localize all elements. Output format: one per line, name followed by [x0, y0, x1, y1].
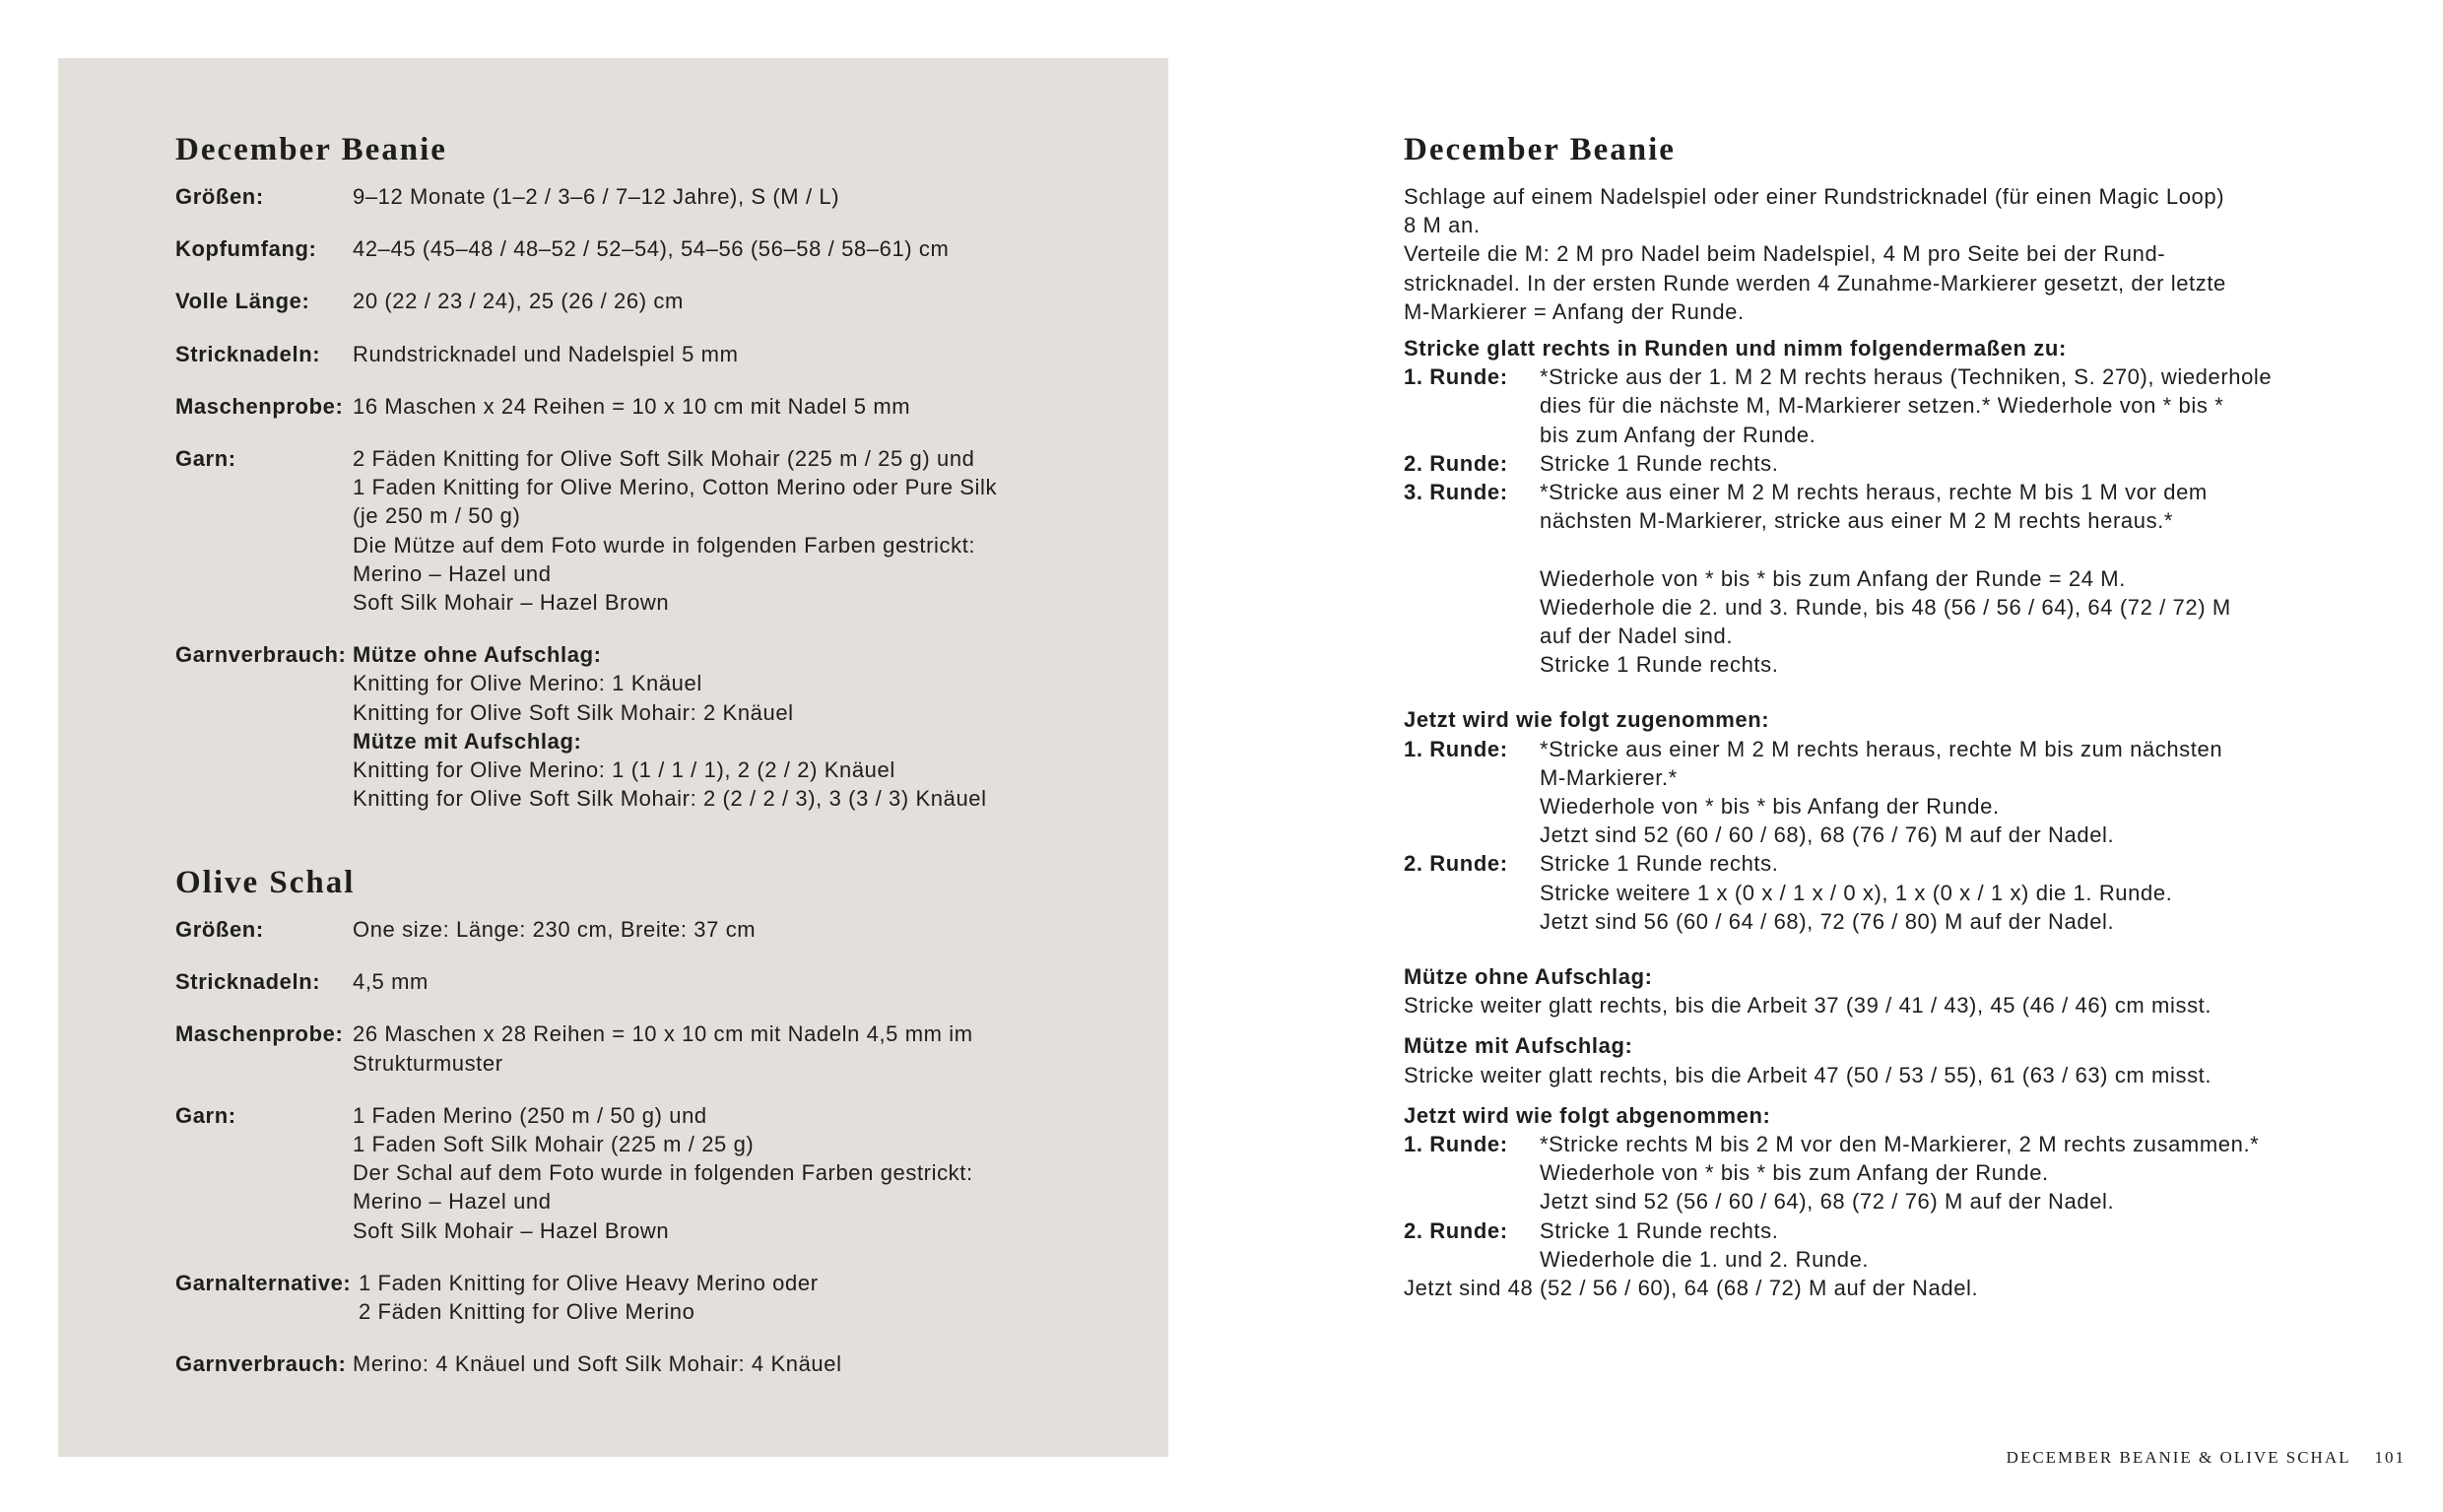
scarf-row-yarn-alternative: Garnalternative: 1 Faden Knitting for Olive Heavy Merino oder 2 Fäden Knitting for Olive Merino: [175, 1270, 819, 1325]
step-round-1: 1. Runde: *Stricke aus der 1. M 2 M rechts heraus (Techniken, S. 270), wiederhole dies für die nächste M, M-Markierer setzen.* Wiederhole von * bis * bis zum Anfang der Runde.: [1404, 364, 2273, 447]
pattern-title: December Beanie: [1404, 132, 1676, 167]
spec-row-yarn: Garn: 2 Fäden Knitting for Olive Soft Silk Mohair (225 m / 25 g) und 1 Faden Knitting for Olive Merino, Cotton Merino oder Pure Silk (je 250 m / 50 g) Die Mütze auf dem Foto wurde in folgenden Farben gestrickt: Merino – Hazel und Soft Silk Mohair – Hazel Brown: [175, 446, 998, 616]
running-title: DECEMBER BEANIE & OLIVE SCHAL: [2006, 1448, 2351, 1467]
spec-row-head-circumference: Kopfumfang: 42–45 (45–48 / 48–52 / 52–54), 54–56 (56–58 / 58–61) cm: [175, 236, 950, 262]
beanie-specs: [175, 182, 1121, 813]
page-number: 101: [2374, 1448, 2406, 1467]
spec-row-gauge: Maschenprobe: 16 Maschen x 24 Reihen = 10 x 10 cm mit Nadel 5 mm: [175, 393, 911, 419]
step-round-3: 3. Runde: *Stricke aus einer M 2 M rechts heraus, rechte M bis 1 M vor dem nächsten M-Markierer, stricke aus einer M 2 M rechts heraus.* Wiederhole von * bis * bis zum Anfang der Runde = 24 M. Wiederhole die 2. und 3. Runde, bis 48 (56 / 56 / 64), 64 (72 / 72) M auf der Nadel sind. Stricke 1 Runde rechts.: [1404, 480, 2231, 678]
scarf-specs: [175, 915, 1121, 1378]
step-round-2: 2. Runde: Stricke 1 Runde rechts. Stricke weitere 1 x (0 x / 1 x / 0 x), 1 x (0 x / 1 x) die 1. Runde. Jetzt sind 56 (60 / 64 / 68), 72 (76 / 80) M auf der Nadel.: [1404, 851, 2173, 934]
section-heading: Jetzt wird wie folgt abgenommen:: [1404, 1102, 1771, 1128]
section-with-brim: Mütze mit Aufschlag: Stricke weiter glatt rechts, bis die Arbeit 47 (50 / 53 / 55), 61 (63 / 63) cm misst.: [1404, 1031, 2310, 1088]
intro-paragraph: Schlage auf einem Nadelspiel oder einer Rundstricknadel (für einen Magic Loop) 8 M an. Verteile die M: 2 M pro Nadel beim Nadelspiel, 4 M pro Seite bei der Rund- stricknadel. In der ersten Runde werden 4 Zunahme-Markierer gesetzt, der letzte M-Markierer = Anfang der Runde.: [1404, 184, 2226, 324]
spec-row-length: Volle Länge: 20 (22 / 23 / 24), 25 (26 / 26) cm: [175, 289, 684, 314]
scarf-row-gauge: Maschenprobe: 26 Maschen x 28 Reihen = 10 x 10 cm mit Nadeln 4,5 mm im Strukturmuster: [175, 1021, 973, 1076]
scarf-row-yarn: Garn: 1 Faden Merino (250 m / 50 g) und 1 Faden Soft Silk Mohair (225 m / 25 g) Der Schal auf dem Foto wurde in folgenden Farben gestrickt: Merino – Hazel und Soft Silk Mohair – Hazel Brown: [175, 1102, 973, 1243]
step-round-2: 2. Runde: Stricke 1 Runde rechts.: [1404, 450, 1779, 476]
spec-row-sizes: Größen: 9–12 Monate (1–2 / 3–6 / 7–12 Jahre), S (M / L): [175, 184, 840, 209]
spec-row-needles: Stricknadeln: Rundstricknadel und Nadelspiel 5 mm: [175, 341, 739, 366]
section-no-brim: Mütze ohne Aufschlag: Stricke weiter glatt rechts, bis die Arbeit 37 (39 / 41 / 43), 45 (46 / 46) cm misst.: [1404, 962, 2310, 1019]
step-round-1: 1. Runde: *Stricke rechts M bis 2 M vor den M-Markierer, 2 M rechts zusammen.* Wiederhole von * bis * bis zum Anfang der Runde. Jetzt sind 52 (56 / 60 / 64), 68 (72 / 76) M auf der Nadel.: [1404, 1132, 2260, 1215]
step-round-2: 2. Runde: Stricke 1 Runde rechts. Wiederhole die 1. und 2. Runde.: [1404, 1217, 1870, 1272]
scarf-row-yarn-usage: Garnverbrauch: Merino: 4 Knäuel und Soft Silk Mohair: 4 Knäuel: [175, 1351, 842, 1377]
section-heading: Mütze ohne Aufschlag:: [1404, 964, 1653, 990]
page-footer: [2007, 1448, 2406, 1468]
section-heading: Stricke glatt rechts in Runden und nimm folgendermaßen zu:: [1404, 336, 2067, 362]
final-stitch-count: Jetzt sind 48 (52 / 56 / 60), 64 (68 / 72) M auf der Nadel.: [1404, 1276, 1979, 1301]
step-round-1: 1. Runde: *Stricke aus einer M 2 M rechts heraus, rechte M bis zum nächsten M-Markierer.* Wiederhole von * bis * bis Anfang der Runde. Jetzt sind 52 (60 / 60 / 68), 68 (76 / 76) M auf der Nadel.: [1404, 736, 2223, 848]
scarf-title: Olive Schal: [175, 865, 356, 900]
spec-row-yarn-usage: Garnverbrauch: Mütze ohne Aufschlag: Knitting for Olive Merino: 1 Knäuel Knitting for Olive Soft Silk Mohair: 2 Knäuel Mütze mit Aufschlag: Knitting for Olive Merino: 1 (1 / 1 / 1), 2 (2 / 2) Knäuel Knitting for Olive Soft Silk Mohair: 2 (2 / 2 / 3), 3 (3 / 3) Knäuel: [175, 642, 987, 812]
section-heading: Mütze mit Aufschlag:: [1404, 1033, 1633, 1059]
pattern-instructions: [1404, 182, 2310, 1302]
scarf-row-needles: Stricknadeln: 4,5 mm: [175, 969, 429, 995]
section-heading: Jetzt wird wie folgt zugenommen:: [1404, 707, 1770, 733]
beanie-title: December Beanie: [175, 132, 447, 167]
section-increase-rounds: [1404, 334, 2310, 679]
scarf-row-sizes: Größen: One size: Länge: 230 cm, Breite: 37 cm: [175, 917, 757, 942]
section-decrease: [1404, 1101, 2310, 1302]
section-increase-further: [1404, 705, 2310, 936]
